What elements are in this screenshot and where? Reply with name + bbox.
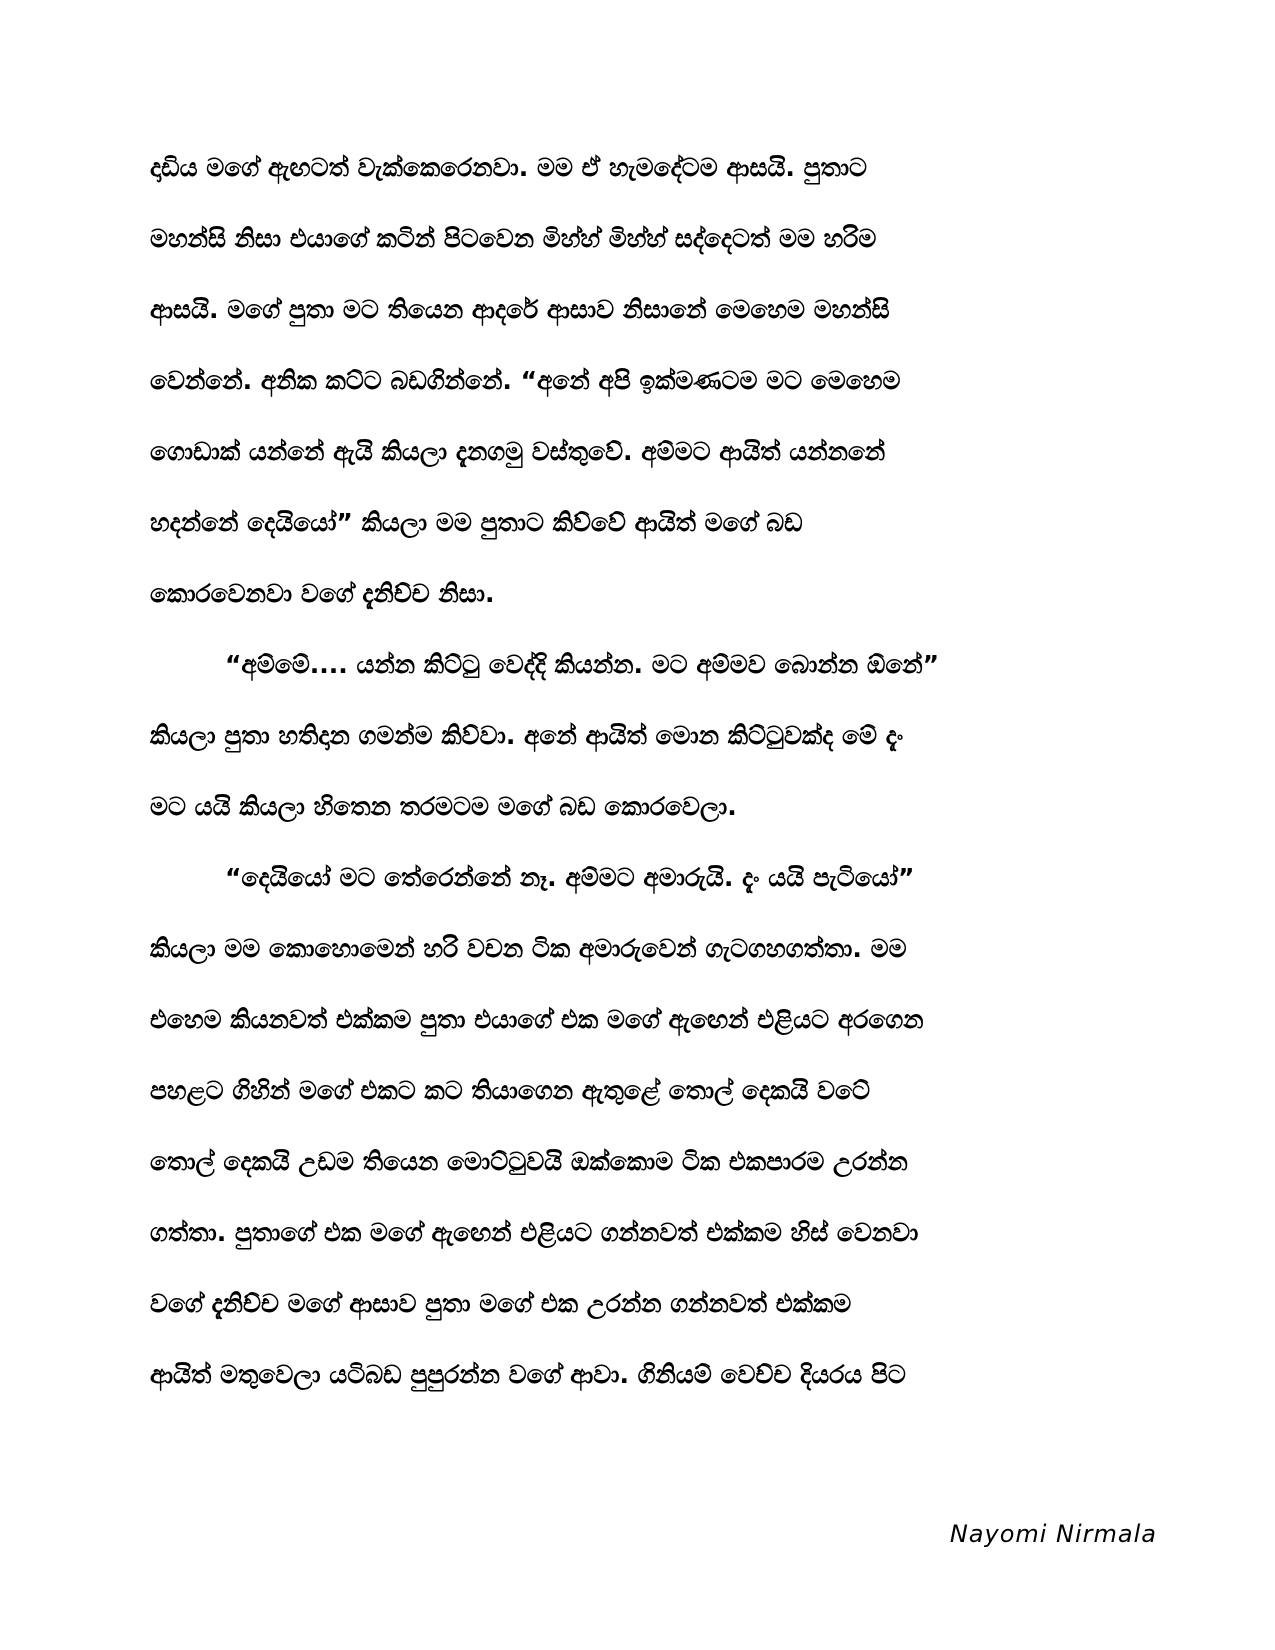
body-text [150, 132, 1130, 1410]
text-line: එහෙම කියනවත් එක්කම පුතා එයාගේ එක මගේ ඇඟෙන් එළියට අරගෙන [150, 1005, 924, 1034]
paragraph-2 [150, 629, 1130, 842]
text-line: කොරවෙනවා වගේ දැනිච්ච නිසා. [150, 579, 495, 608]
text-line: ගත්තා. පුතාගේ එක මගේ ඇඟෙන් එළියට ගන්නවත් එක්කම හිස් වෙනවා [150, 1218, 919, 1247]
text-line: ආයිත් මතුවෙලා යටිබඩ පුපුරන්න වගේ ආවා. ගිනියම් වෙච්ච දියරය පිට [150, 1360, 906, 1389]
text-line: වගේ දැනිච්ච මගේ ආසාව පුතා මගේ එක උරන්න ගන්නවත් එක්කම [150, 1289, 852, 1318]
author-signature: Nayomi Nirmala [949, 1520, 1157, 1548]
text-line: කියලා මම කොහොමෙන් හරි වචන ටික අමාරුවෙන් ගැටගහගත්තා. මම [150, 934, 907, 963]
text-line: “අම්මේ.... යන්න කිට්ටු වෙද්දි කියන්න. මට අම්මව බොන්න ඕනේ” [225, 650, 940, 679]
text-line: වෙන්නේ. අනික කට්ට බඩගින්නේ. “අනේ අපි ඉක්මණටම මට මෙහෙම [150, 366, 901, 395]
text-line: කියලා පුතා හතිදාන ගමන්ම කිව්වා. අනේ ආයිත් මොන කිට්ටුවක්ද මේ දැං [150, 721, 904, 750]
text-line: මහන්සි නිසා එයාගේ කටින් පිටවෙන මිහ්හ් මිහ්හ් සද්දෙටත් මම හරිම [150, 224, 877, 253]
text-line: තොල් දෙකයි උඩම තියෙන මොට්ටුවයි ඔක්කොම ටික එකපාරම උරන්න [150, 1147, 908, 1176]
text-line: “දෙයියෝ මට තේරෙන්නේ නෑ. අම්මට අමාරුයි. දැං යයි පැටියෝ” [225, 863, 915, 892]
text-line: හදන්නේ දෙයියෝ” කියලා මම පුතාට කිව්වේ ආයිත් මගේ බඩ [150, 508, 803, 537]
text-line: පහළට ගිහින් මගේ එකට කට තියාගෙන ඇතුළේ තොල් දෙකයි වටේ [150, 1076, 870, 1105]
paragraph-3 [150, 842, 1130, 1410]
text-line: ආසයි. මගේ පුතා මට තියෙන ආදරේ ආසාව නිසානේ මෙහෙම මහන්සි [150, 295, 890, 324]
text-line: මට යයි කියලා හිතෙන තරමටම මගේ බඩ කොරවෙලා. [150, 792, 737, 821]
text-line: ගොඩාක් යන්නේ ඇයි කියලා දැනගමු වස්තුවේ. අම්මට ආයිත් යන්නනේ [150, 437, 886, 466]
paragraph-1 [150, 132, 1130, 629]
text-line: දාඩිය මගේ ඇඟටත් වැක්කෙරෙනවා. මම ඒ හැමදේටම ආසයි. පුතාට [150, 153, 868, 182]
